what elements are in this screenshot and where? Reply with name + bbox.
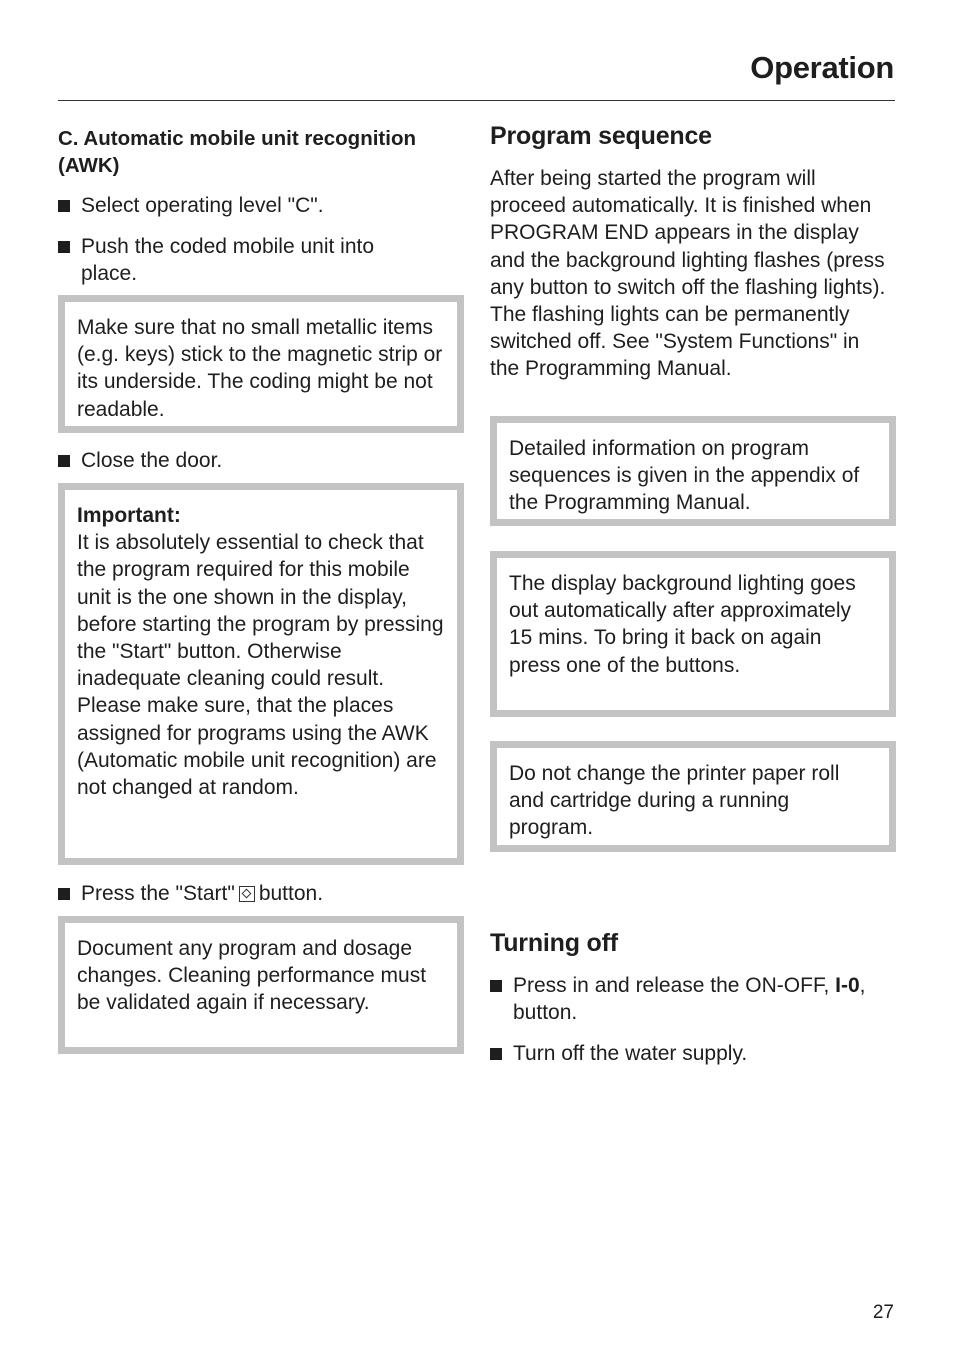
bullet-close-door [58, 447, 464, 474]
note-text: Document any program and dosage changes. Cleaning performance must be validated again if necessary. [77, 937, 427, 1015]
bullet-square-icon [490, 1048, 502, 1060]
press-start-text-after: button. [258, 882, 324, 905]
bullet-select-level [58, 192, 464, 219]
program-sequence-para1: After being started the program will proceed automatically. It is finished when PROGRAM END appears in the display and the background lighting flashes (press any button to switch off the flashing lights). [490, 167, 886, 299]
note-text: Detailed information on program sequences is given in the appendix of the Programming Manual. [509, 437, 860, 515]
program-sequence-para2: The flashing lights can be permanently switched off. See "System Functions" in the Programming Manual. [490, 303, 860, 381]
bullet-square-icon [58, 241, 70, 253]
note-text: Make sure that no small metallic items (e.g. keys) stick to the magnetic strip or its underside. The coding might be not readable. [77, 316, 443, 421]
page-number: 27 [872, 1302, 894, 1323]
bullet-onoff [490, 972, 896, 1026]
onoff-key-label: I-0 [835, 974, 860, 997]
note-box-document [58, 916, 464, 1054]
onoff-text: Press in and release the ON-OFF, [513, 974, 830, 997]
program-sequence-heading: Program sequence [490, 122, 712, 150]
note-box-detailed [490, 416, 896, 526]
bullet-push-unit [58, 233, 464, 287]
important-para1: It is absolutely essential to check that the program required for this mobile unit is the one shown in the display, before starting the program by pressing the "Start" button. Otherwise inadequate cleaning could result. [77, 531, 444, 691]
bullet-text: Turn off the water supply. [513, 1042, 748, 1065]
bullet-text: Push the coded mobile unit into place. [81, 235, 375, 286]
note-box-lighting [490, 551, 896, 717]
note-box-metallic [58, 295, 464, 433]
bullet-text [81, 880, 323, 907]
program-sequence-body [490, 165, 890, 383]
important-box [58, 483, 464, 865]
note-text: The display background lighting goes out automatically after approximately 15 mins. To bring it back on again press one of the buttons. [509, 572, 856, 677]
header-divider [58, 100, 895, 101]
note-box-printer [490, 741, 896, 852]
bullet-text: Select operating level "C". [81, 194, 324, 217]
page-title: Operation [750, 50, 894, 85]
turning-off-heading: Turning off [490, 929, 618, 957]
press-start-text: Press the "Start" [81, 882, 235, 905]
bullet-square-icon [58, 455, 70, 467]
bullet-square-icon [58, 200, 70, 212]
bullet-text [513, 972, 893, 1026]
onoff-text-after: , button. [513, 974, 866, 1025]
important-para2: Please make sure, that the places assigned for programs using the AWK (Automatic mobile unit recognition) are not changed at random. [77, 694, 437, 800]
start-button-icon [239, 886, 255, 902]
important-label: Important: [77, 504, 181, 527]
bullet-square-icon [58, 888, 70, 900]
bullet-text: Close the door. [81, 449, 223, 472]
awk-heading: C. Automatic mobile unit recognition (AWK) [58, 127, 416, 177]
bullet-square-icon [490, 980, 502, 992]
bullet-water [490, 1040, 896, 1067]
bullet-press-start [58, 880, 464, 907]
note-text: Do not change the printer paper roll and cartridge during a running program. [509, 762, 840, 840]
